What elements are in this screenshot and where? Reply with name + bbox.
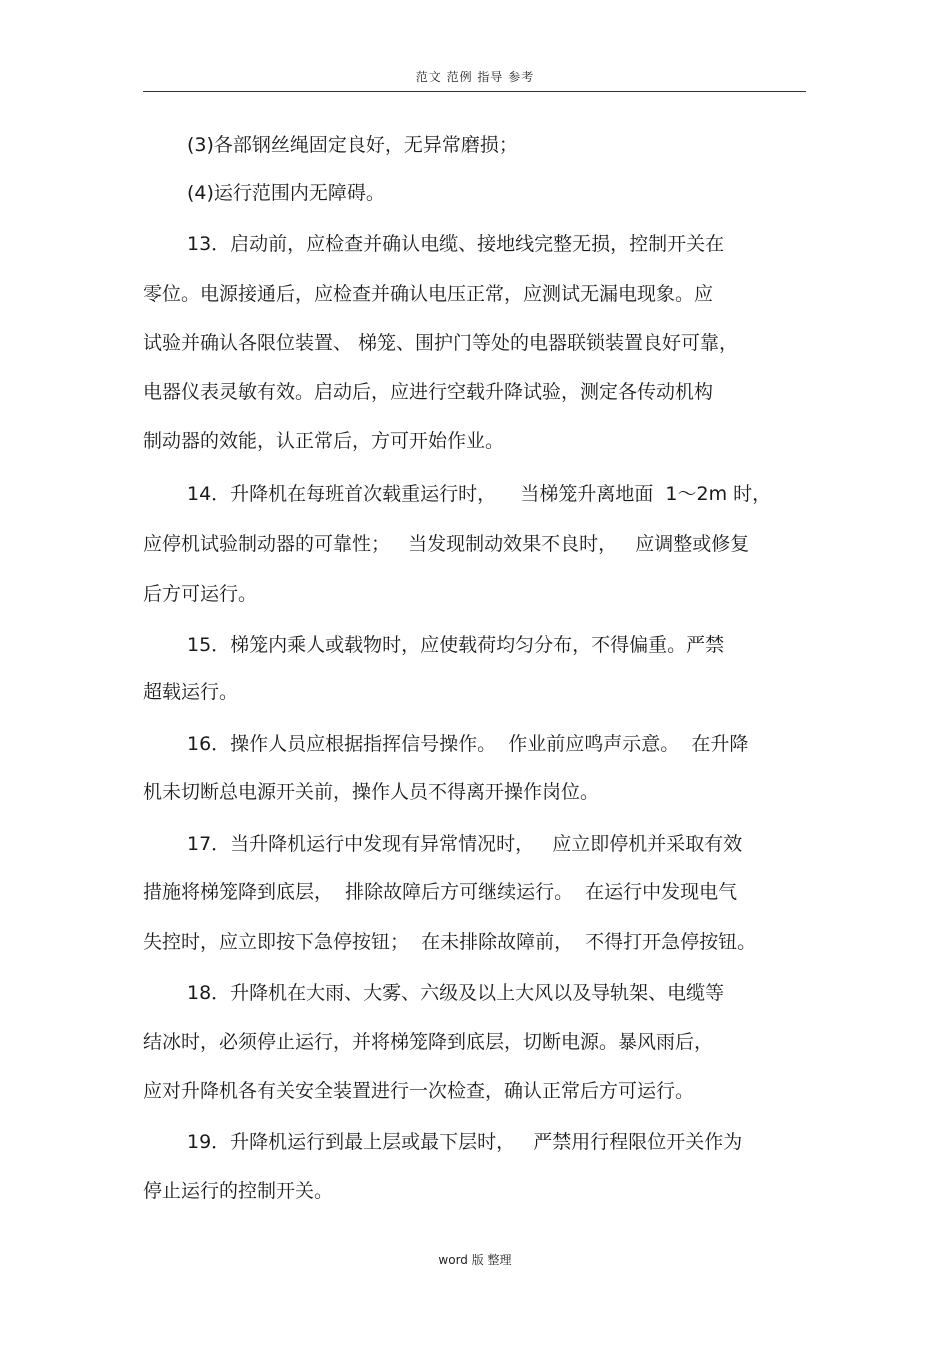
- body-line: 试验并确认各限位装置、 梯笼、围护门等处的电器联锁装置良好可靠，: [143, 332, 739, 354]
- body-line: 15．梯笼内乘人或载物时，应使载荷均匀分布，不得偏重。严禁: [187, 634, 725, 656]
- body-line: 电器仪表灵敏有效。启动后，应进行空载升降试验，测定各传动机构: [143, 381, 714, 403]
- body-line: 超载运行。: [143, 681, 239, 703]
- body-line: 14．升降机在每班首次载重运行时， 当梯笼升离地面 1～2m 时，: [187, 483, 772, 505]
- body-line: 19．升降机运行到最上层或最下层时， 严禁用行程限位开关作为: [187, 1131, 743, 1153]
- body-line: 应停机试验制动器的可靠性； 当发现制动效果不良时， 应调整或修复: [143, 533, 750, 555]
- body-line: 18．升降机在大雨、大雾、六级及以上大风以及导轨架、电缆等: [187, 982, 725, 1004]
- body-line: 零位。电源接通后，应检查并确认电压正常，应测试无漏电现象。应: [143, 283, 714, 305]
- body-line: 制动器的效能，认正常后，方可开始作业。: [143, 430, 505, 452]
- body-line: 应对升降机各有关安全装置进行一次检查，确认正常后方可运行。: [143, 1080, 695, 1102]
- body-line: 结冰时，必须停止运行，并将梯笼降到底层，切断电源。暴风雨后，: [143, 1031, 714, 1053]
- body-line: 后方可运行。: [143, 583, 258, 605]
- body-line: 17．当升降机运行中发现有异常情况时， 应立即停机并采取有效: [187, 833, 743, 855]
- body-line: 措施将梯笼降到底层， 排除故障后方可继续运行。 在运行中发现电气: [143, 881, 738, 903]
- body-line: 失控时，应立即按下急停按钮； 在未排除故障前， 不得打开急停按钮。: [143, 931, 757, 953]
- body-line: 机未切断总电源开关前，操作人员不得离开操作岗位。: [143, 781, 600, 803]
- body-line: 停止运行的控制开关。: [143, 1180, 334, 1202]
- body-line: (4)运行范围内无障碍。: [187, 182, 385, 204]
- body-line: 13．启动前，应检查并确认电缆、接地线完整无损，控制开关在: [187, 233, 725, 255]
- body-line: 16．操作人员应根据指挥信号操作。 作业前应鸣声示意。 在升降: [187, 733, 749, 755]
- page-footer: word 版 整理: [438, 1253, 512, 1267]
- page-header: 范文 范例 指导 参考: [415, 70, 535, 84]
- body-line: (3)各部钢丝绳固定良好，无异常磨损；: [187, 134, 518, 156]
- header-divider: [143, 91, 806, 92]
